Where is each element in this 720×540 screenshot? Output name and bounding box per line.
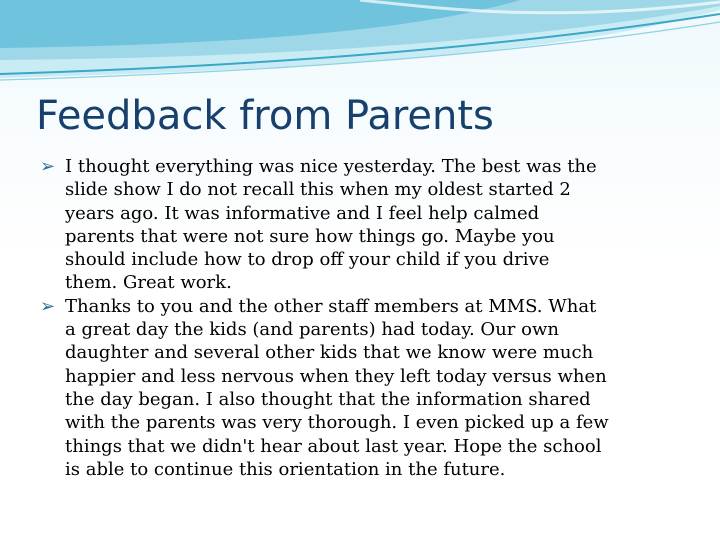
feedback-line: should include how to drop off your child if you drive xyxy=(65,249,550,271)
feedback-line: daughter and several other kids that we know were much xyxy=(65,342,594,364)
feedback-line: things that we didn't hear about last year. Hope the school xyxy=(65,435,602,457)
feedback-line: parents that were not sure how things go. Maybe you xyxy=(65,225,555,247)
slide-title: Feedback from Parents xyxy=(36,93,494,139)
arrow-bullet-icon: ➢ xyxy=(40,295,56,317)
arrow-bullet-icon: ➢ xyxy=(40,156,56,177)
feedback-line: with the parents was very thorough. I even picked up a few xyxy=(65,412,609,434)
feedback-line: Thanks to you and the other staff members at MMS. What xyxy=(65,295,597,317)
feedback-line: the day began. I also thought that the information shared xyxy=(65,388,591,410)
feedback-line: happier and less nervous when they left today versus when xyxy=(65,365,607,387)
feedback-item-2 xyxy=(40,295,690,481)
feedback-item-1 xyxy=(40,155,690,295)
feedback-line: is able to continue this orientation in the future. xyxy=(65,458,506,480)
feedback-line: them. Great work. xyxy=(65,272,232,294)
feedback-line: years ago. It was informative and I feel help calmed xyxy=(65,202,540,224)
feedback-line: I thought everything was nice yesterday. The best was the xyxy=(65,156,597,177)
feedback-line: a great day the kids (and parents) had today. Our own xyxy=(65,319,559,341)
decorative-wave-header xyxy=(0,0,720,90)
feedback-list xyxy=(40,155,690,481)
feedback-line: slide show I do not recall this when my oldest started 2 xyxy=(65,179,571,201)
